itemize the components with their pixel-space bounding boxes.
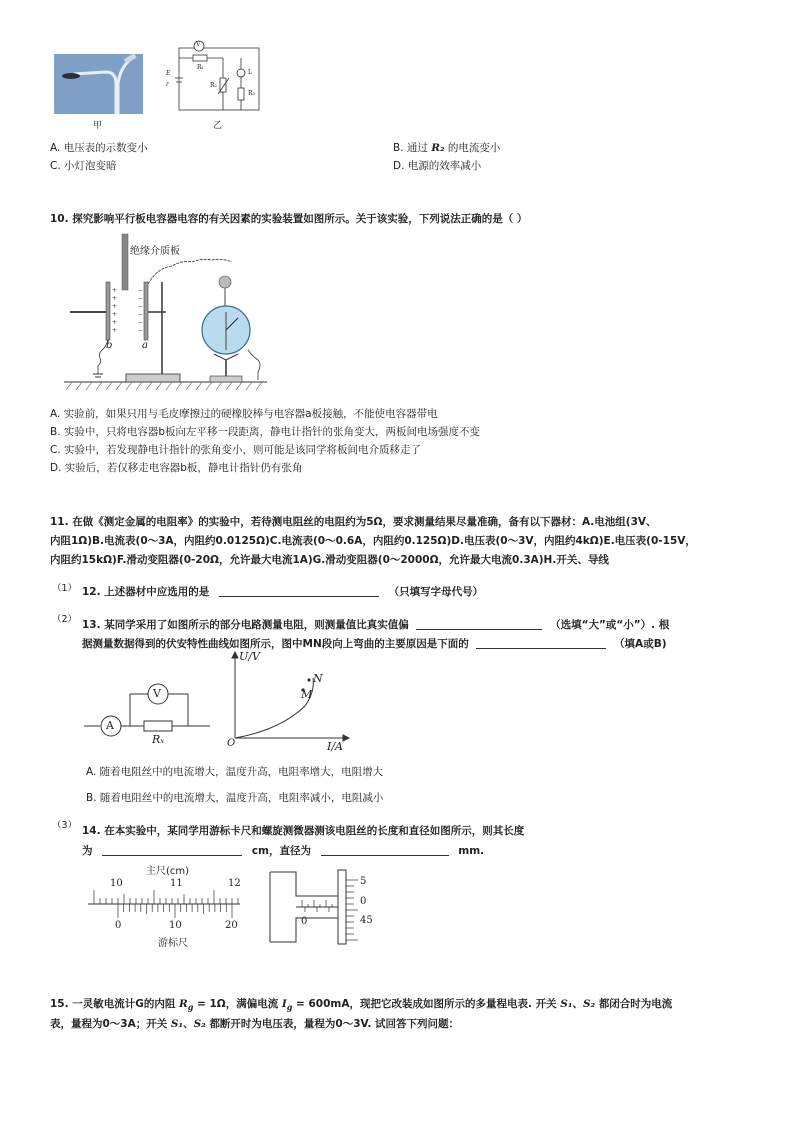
symbol-s2: S₂ — [582, 998, 596, 1010]
svg-text:−: − — [138, 303, 144, 310]
q10-option-a: A. 实验前，如果只用与毛皮摩擦过的硬橡胶棒与电容器a板接触，不能使电容器带电 — [50, 408, 438, 420]
caliper-main-tick-11: 11 — [170, 878, 183, 889]
graph-origin: O — [227, 738, 236, 749]
graph-y-label: U/V — [239, 650, 260, 663]
svg-text:−: − — [138, 287, 144, 294]
svg-text:−: − — [138, 311, 144, 318]
q11-stem-line1: 11. 在做《测定金属的电阻率》的实验中，若待测电阻丝的电阻约为5Ω，要求测量结果尽量准确，备有以下器材：A.电池组(3V、 — [50, 516, 657, 528]
q9-option-d: D. 电源的效率减小 — [393, 160, 482, 172]
q11-sub1: 12. 上述器材中应选用的是 （只填写字母代号） — [82, 586, 484, 598]
graph-point-m: M — [301, 688, 313, 701]
answer-blank-13b[interactable] — [476, 636, 606, 649]
answer-blank-13a[interactable] — [416, 617, 542, 630]
street-lamp-photo — [54, 54, 143, 114]
label-E: E — [166, 70, 171, 77]
caliper-vernier-label: 游标尺 — [158, 938, 188, 949]
caliper-main-label: 主尺(cm) — [146, 866, 190, 877]
q9-option-b: B. 通过 R₂ 的电流变小 — [393, 142, 501, 154]
svg-text:+: + — [112, 287, 118, 294]
q11-sub2-option-a: A. 随着电阻丝中的电流增大，温度升高，电阻率增大，电阻增大 — [86, 766, 384, 778]
circuit-diagram-yi — [165, 38, 275, 120]
label-r: r — [166, 81, 169, 88]
q9-option-c: C. 小灯泡变暗 — [50, 160, 117, 172]
q10-option-c: C. 实验中，若发现静电计指针的张角变小，则可能是该同学将板间电介质移走了 — [50, 444, 422, 456]
q11-stem-line3: 内阻约15kΩ)F.滑动变阻器(0-20Ω，允许最大电流1A)G.滑动变阻器(0～2000Ω，允许最大电流0.3A)H.开关、导线 — [50, 554, 609, 566]
svg-text:+: + — [112, 311, 118, 318]
micrometer-tick-5: 5 — [360, 876, 367, 887]
svg-text:+: + — [112, 303, 118, 310]
answer-blank-14-length[interactable] — [102, 843, 242, 856]
svg-text:−: − — [138, 327, 144, 334]
label-insulating-plate: 绝缘介质板 — [130, 246, 180, 257]
svg-text:+: + — [112, 327, 118, 334]
q11-sub2-number: （2） — [52, 614, 78, 625]
caliper-main-tick-10: 10 — [110, 878, 123, 889]
label-R1: R₁ — [197, 64, 204, 71]
symbol-rg: $R_g$ — [179, 998, 194, 1013]
resistor-rx-label: Rₓ — [152, 733, 165, 746]
q11-stem-line2: 内阻1Ω)B.电流表(0～3A，内阻约0.0125Ω)C.电流表(0～0.6A，内阻约0.125Ω)D.电压表(0～3V，内阻约4kΩ)E.电压表(0-15V， — [50, 535, 696, 547]
figure-label-yi: 乙 — [213, 121, 223, 131]
q11-sub3-line1: 14. 在本实验中，某同学用游标卡尺和螺旋测微器测该电阻丝的长度和直径如图所示，则其长度 — [82, 825, 525, 837]
q15-line2: 表，量程为0～3A；开关 S₁、S₂ 都断开时为电压表，量程为0～3V. 试回答下列问题： — [50, 1018, 459, 1030]
symbol-s1-b: S₁ — [170, 1018, 184, 1030]
svg-text:−: − — [138, 319, 144, 326]
caliper-vernier-tick-10: 10 — [169, 920, 182, 931]
label-V: V — [196, 41, 201, 48]
q9-option-a: A. 电压表的示数变小 — [50, 142, 148, 154]
q11-sub1-number: （1） — [52, 583, 78, 594]
svg-text:+: + — [112, 295, 118, 302]
svg-text:−: − — [138, 295, 144, 302]
q10-option-b: B. 实验中，只将电容器b板向左平移一段距离，静电计指针的张角变大，两板间电场强度不变 — [50, 426, 481, 438]
micrometer-tick-0: 0 — [360, 896, 367, 907]
answer-blank-14-diameter[interactable] — [321, 843, 449, 856]
ammeter-label: A — [106, 719, 114, 732]
q10-stem: 10. 探究影响平行板电容器电容的有关因素的实验装置如图所示。关于该实验，下列说法正确的是（ ） — [50, 213, 528, 225]
q11-sub2-option-b: B. 随着电阻丝中的电流增大，温度升高，电阻率减小，电阻减小 — [86, 792, 384, 804]
micrometer-figure — [268, 866, 378, 946]
capacitor-apparatus-figure — [62, 232, 272, 392]
micrometer-zero: 0 — [301, 916, 308, 927]
q11-sub2-line2: 据测量数据得到的伏安特性曲线如图所示，图中MN段向上弯曲的主要原因是下面的 （填A或B) — [82, 638, 667, 650]
label-plate-a: a — [142, 340, 148, 351]
iv-curve-graph — [225, 650, 355, 755]
label-R3: R₃ — [248, 90, 255, 97]
svg-text:+: + — [112, 319, 118, 326]
symbol-ig: $I_g$ — [281, 998, 293, 1013]
q11-sub3-number: （3） — [52, 820, 78, 831]
q11-sub2-line1: 13. 某同学采用了如图所示的部分电路测量电阻，则测量值比真实值偏 （选填“大”或“小”）. 根 — [82, 619, 670, 631]
figure-label-jia: 甲 — [93, 121, 103, 131]
q15-line1: 15. 一灵敏电流计G的内阻 $R_g = 1\Omega$，满偏电流 $I_g = 600mA$，现把它改装成如图所示的多量程电表. 开关 S₁、S₂ 都闭合时为电流 — [50, 998, 673, 1013]
vernier-caliper-figure — [84, 862, 244, 948]
caliper-vernier-tick-20: 20 — [225, 920, 238, 931]
caliper-main-tick-12: 12 — [228, 878, 241, 889]
label-L: L — [248, 69, 252, 76]
voltmeter-label: V — [153, 687, 161, 700]
symbol-s2-b: S₂ — [193, 1018, 206, 1030]
caliper-vernier-tick-0: 0 — [115, 920, 122, 931]
label-R2: R₂ — [210, 82, 217, 89]
graph-point-n: N — [313, 672, 323, 685]
answer-blank-12[interactable] — [219, 584, 379, 597]
symbol-s1: S₁ — [560, 998, 573, 1010]
micrometer-tick-45: 45 — [360, 915, 373, 926]
graph-x-label: I/A — [327, 740, 343, 753]
q11-sub3-line2: 为 cm，直径为 mm. — [82, 845, 485, 857]
q10-option-d: D. 实验后，若仅移走电容器b板，静电计指针仍有张角 — [50, 462, 303, 474]
q9-symbol-r2: R₂ — [431, 142, 445, 154]
measurement-circuit-figure — [84, 680, 214, 750]
label-plate-b: b — [106, 340, 113, 351]
